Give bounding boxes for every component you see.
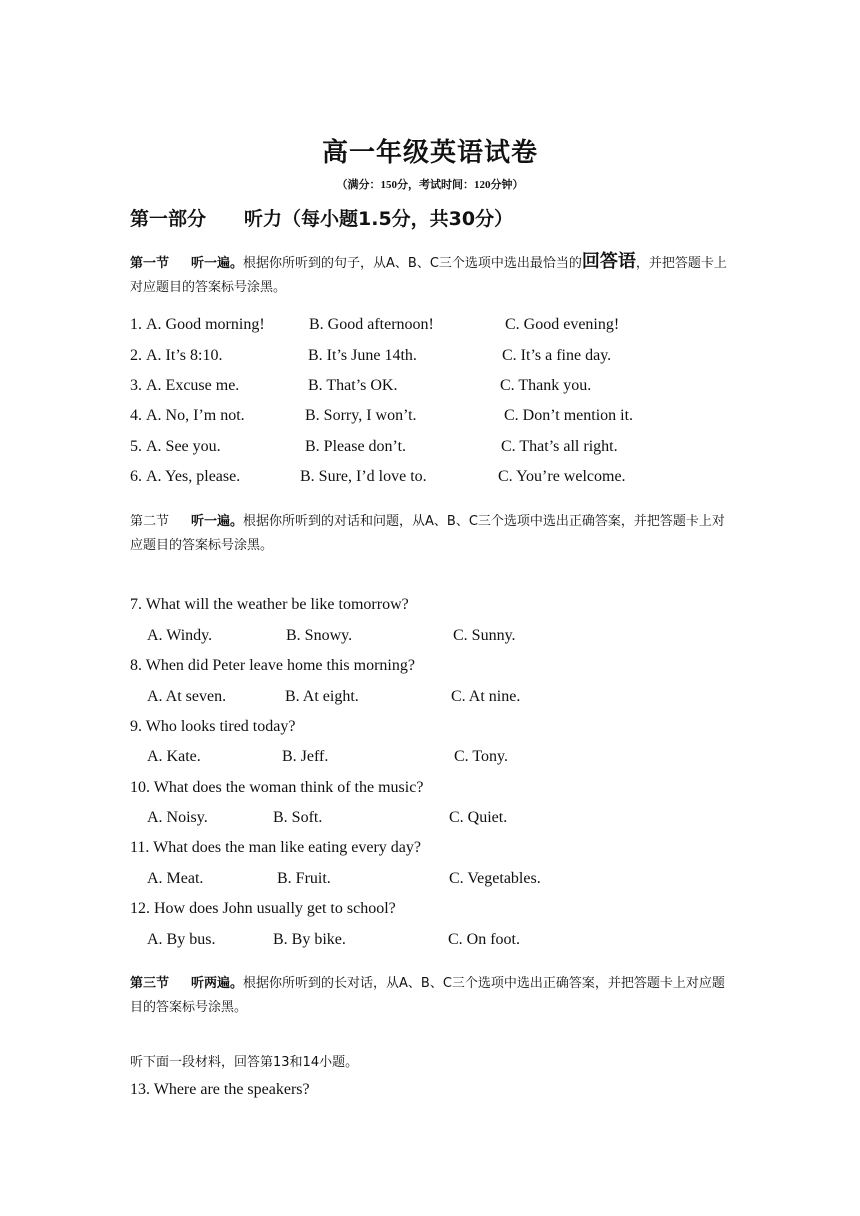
option-c: C. That’s all right. bbox=[501, 438, 618, 455]
section1-instructions bbox=[130, 250, 732, 300]
section1-text-a: 根据你所听到的句子，从A、B、C三个选项中选出最恰当的 bbox=[243, 256, 582, 271]
option-a: A. At seven. bbox=[147, 688, 227, 705]
option-c: C. Sunny. bbox=[453, 627, 516, 644]
option-b: B. Jeff. bbox=[282, 748, 329, 765]
option-a: A. Yes, please. bbox=[146, 468, 241, 485]
option-a: A. Kate. bbox=[147, 748, 201, 765]
option-b: B. Snowy. bbox=[286, 627, 353, 644]
option-a: A. Excuse me. bbox=[146, 377, 240, 394]
option-b: B. Soft. bbox=[273, 809, 323, 826]
option-a: A. Meat. bbox=[147, 870, 204, 887]
option-c: C. Vegetables. bbox=[449, 870, 541, 887]
part-label: 第一部分 bbox=[130, 208, 207, 230]
option-b: B. It’s June 14th. bbox=[308, 347, 417, 364]
option-b: B. Fruit. bbox=[277, 870, 331, 887]
option-c: C. You’re welcome. bbox=[498, 468, 626, 485]
option-c: C. On foot. bbox=[448, 931, 520, 948]
question-number: 4. bbox=[130, 407, 142, 424]
option-a: A. See you. bbox=[146, 438, 221, 455]
question-number: 2. bbox=[130, 347, 142, 364]
section2-label: 第二节 bbox=[130, 514, 170, 529]
option-b: B. At eight. bbox=[285, 688, 359, 705]
option-b: B. Please don’t. bbox=[305, 438, 407, 455]
part-heading bbox=[130, 204, 513, 231]
section3-instructions bbox=[130, 972, 732, 1020]
exam-subtitle: （满分：150分，考试时间：120分钟） bbox=[336, 179, 524, 191]
section1-emphasis: 回答语 bbox=[581, 251, 636, 272]
section1-text-b: ，并把答题卡上对应题目的答案标号涂黑。 bbox=[130, 256, 727, 295]
option-c: C. Thank you. bbox=[500, 377, 592, 394]
option-c: C. Quiet. bbox=[449, 809, 508, 826]
section3-label: 第三节 bbox=[130, 976, 170, 991]
option-b: B. Sure, I’d love to. bbox=[300, 468, 427, 485]
option-b: B. Good afternoon! bbox=[309, 316, 434, 333]
option-a: A. It’s 8:10. bbox=[146, 347, 223, 364]
section2-text: 根据你所听到的对话和问题，从A、B、C三个选项中选出正确答案，并把答题卡上对应题目的答案标号涂黑。 bbox=[130, 514, 725, 553]
option-c: C. It’s a fine day. bbox=[502, 347, 612, 364]
option-c: C. Good evening! bbox=[505, 316, 620, 333]
listening-note: 听下面一段材料，回答第13和14小题。 bbox=[130, 1055, 359, 1070]
option-a: A. Noisy. bbox=[147, 809, 208, 826]
question-number: 1. bbox=[130, 316, 142, 333]
option-b: B. That’s OK. bbox=[308, 377, 398, 394]
exam-title: 高一年级英语试卷 bbox=[321, 138, 538, 167]
section2-instructions bbox=[130, 510, 732, 558]
option-a: A. Good morning! bbox=[146, 316, 265, 333]
question-number: 3. bbox=[130, 377, 142, 394]
option-a: A. Windy. bbox=[147, 627, 213, 644]
section1-label: 第一节 bbox=[130, 256, 170, 271]
section2-mode: 听一遍。 bbox=[191, 514, 244, 529]
section3-mode: 听两遍。 bbox=[191, 976, 244, 991]
option-b: B. By bike. bbox=[273, 931, 346, 948]
question-number: 6. bbox=[130, 468, 142, 485]
option-a: A. No, I’m not. bbox=[146, 407, 245, 424]
question-number: 5. bbox=[130, 438, 142, 455]
part-subheading: 听力（每小题1.5分，共30分） bbox=[244, 208, 514, 230]
section3-text: 根据你所听到的长对话，从A、B、C三个选项中选出正确答案，并把答题卡上对应题目的答案标号涂黑。 bbox=[130, 976, 725, 1015]
section1-mode: 听一遍。 bbox=[191, 256, 244, 271]
option-b: B. Sorry, I won’t. bbox=[305, 407, 417, 424]
option-c: C. Tony. bbox=[454, 748, 508, 765]
option-c: C. Don’t mention it. bbox=[504, 407, 634, 424]
option-a: A. By bus. bbox=[147, 931, 216, 948]
option-c: C. At nine. bbox=[451, 688, 521, 705]
